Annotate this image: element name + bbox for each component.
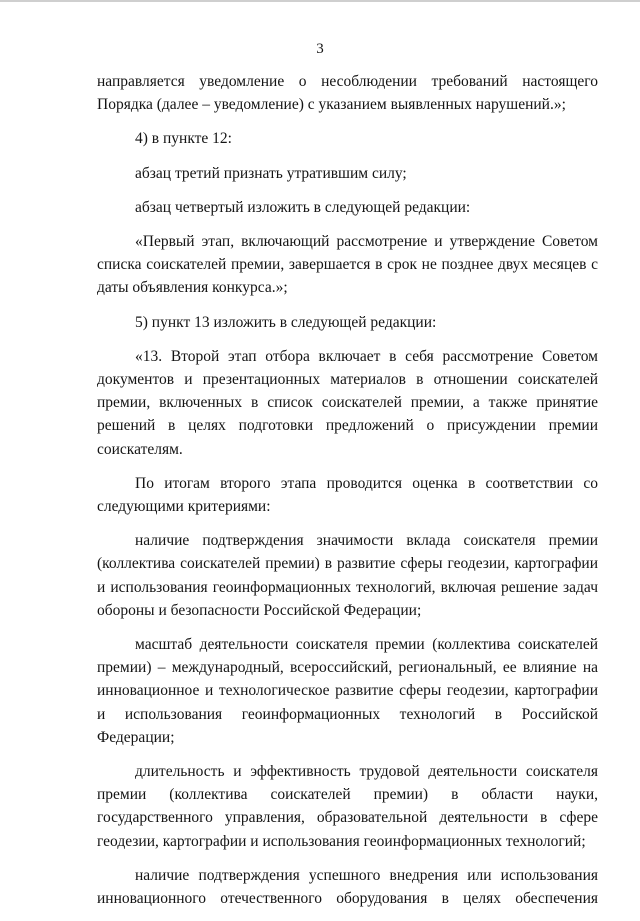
paragraph: «Первый этап, включающий рассмотрение и утверждение Советом списка соискателей премии, завершается в срок не позднее двух месяцев с даты объявления конкурса.»; <box>97 233 598 297</box>
paragraph: направляется уведомление о несоблюдении требований настоящего Порядка (далее – уведомление) с указанием выявленных нарушений.»; <box>97 73 598 114</box>
paragraph: наличие подтверждения успешного внедрения или использования инновационного отечественного оборудования в целях обеспечения <box>97 866 598 908</box>
paragraph: 5) пункт 13 изложить в следующей редакции: <box>135 313 437 331</box>
paragraph: По итогам второго этапа проводится оценка в соответствии со следующими критериями: <box>97 474 598 516</box>
paragraph: «13. Второй этап отбора включает в себя рассмотрение Советом документов и презентационных материалов в отношении соискателей премии, включенных в список соискателей премии, а также принятие решений в целях подготовки предложений о присуждении премии соискателям. <box>97 347 598 458</box>
paragraph: 4) в пункте 12: <box>135 130 232 148</box>
page-top-edge <box>0 0 640 2</box>
paragraph: абзац третий признать утратившим силу; <box>135 164 407 182</box>
document-body <box>97 70 598 921</box>
paragraph: наличие подтверждения значимости вклада соискателя премии (коллектива соискателей премии) в развитие сферы геодезии, картографии и использования геоинформационных технологий, включая решение задач обороны и безопасности Российской Федерации; <box>97 532 598 619</box>
page-number: 3 <box>316 41 324 57</box>
paragraph: абзац четвертый изложить в следующей редакции: <box>135 198 471 216</box>
paragraph: длительность и эффективность трудовой деятельности соискателя премии (коллектива соискателей премии) в области науки, государственного управления, образовательной деятельности в сфере геодезии, картографии и использования геоинформационных технологий; <box>97 763 598 850</box>
paragraph: масштаб деятельности соискателя премии (коллектива соискателей премии) – международный, всероссийский, региональный, ее влияние на инновационное и технологическое развитие сферы геодезии, картографии и использования геоинформационных технологий в Российской Федерации; <box>97 636 598 746</box>
